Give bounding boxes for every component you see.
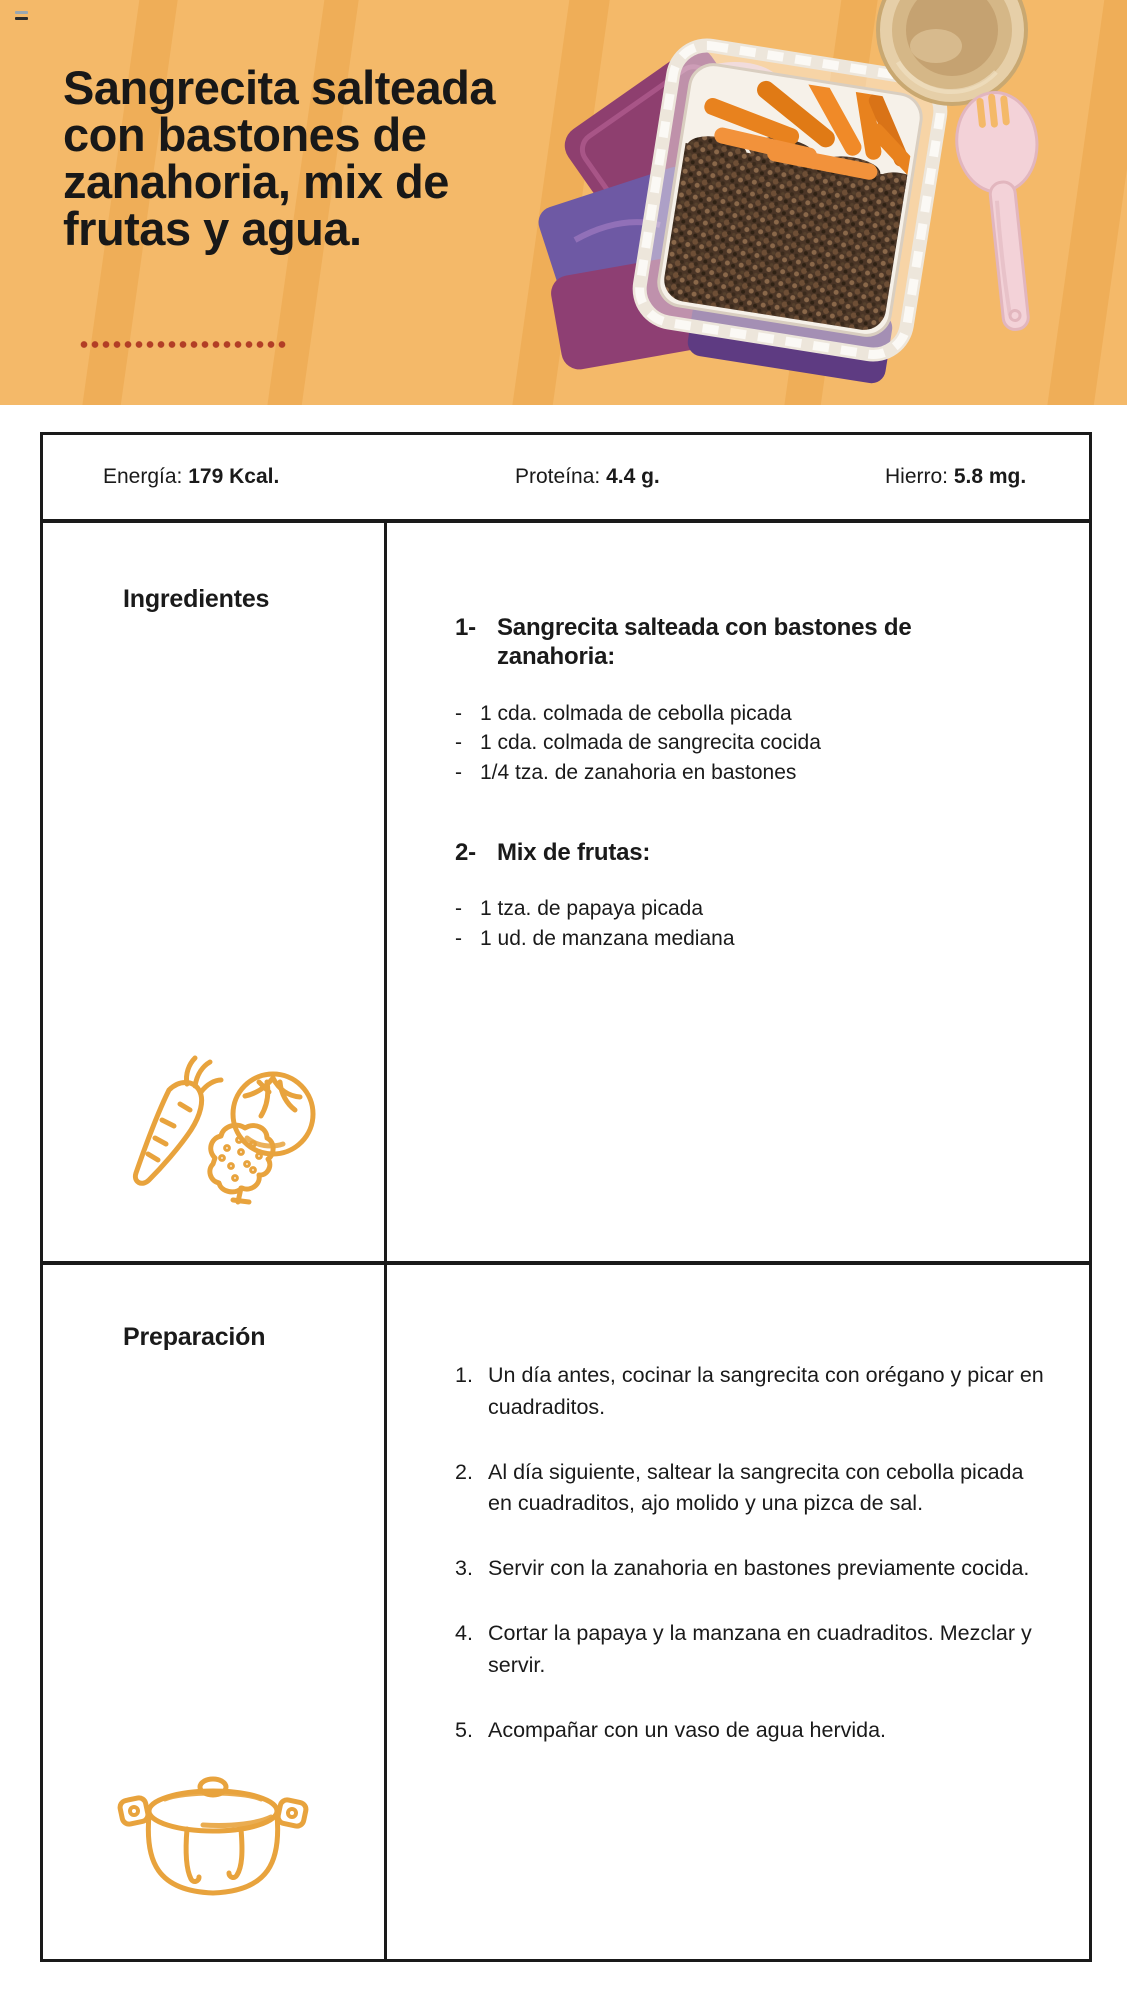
ingredient-item: - 1 tza. de papaya picada: [455, 897, 704, 921]
ingredient-item: - 1 cda. colmada de cebolla picada: [455, 701, 792, 725]
ingredients-section: [43, 523, 1089, 1265]
preparation-steps-cell: [387, 1265, 1089, 1959]
protein-label: Proteína:: [515, 465, 601, 488]
nutrition-bar: [43, 435, 1089, 523]
nutrition-item-energy: [103, 465, 515, 489]
ingredient-group-2-heading: [455, 838, 1049, 867]
preparation-header-cell: [43, 1265, 387, 1959]
iron-value: 5.8 mg.: [953, 465, 1027, 488]
group-1-number: 1-: [455, 614, 476, 641]
ingredients-header-cell: [43, 523, 387, 1261]
ingredient-item: - 1 ud. de manzana mediana: [455, 927, 735, 951]
group-2-number: 2-: [455, 838, 476, 866]
dotted-separator: [80, 340, 287, 349]
lunchbox-container: [635, 41, 945, 360]
ingredients-list-cell: [387, 523, 1089, 1261]
recipe-card: [40, 432, 1092, 1962]
page-title: [63, 61, 495, 255]
ingredient-item: - 1 cda. colmada de sangrecita cocida: [455, 731, 821, 755]
step-item: 5. Acompañar con un vaso de agua hervida.: [455, 1717, 887, 1742]
iron-label: Hierro:: [885, 465, 949, 488]
energy-label: Energía:: [103, 465, 183, 488]
spork: [952, 89, 1056, 334]
group-2-title: Mix de frutas:: [497, 838, 651, 866]
nutrition-item-iron: [885, 465, 1089, 489]
preparation-section: [43, 1265, 1089, 1959]
title-line-1: Sangrecita salteada: [63, 61, 495, 114]
step-item: 4. Cortar la papaya y la manzana en cuadraditos. Mezclar y servir.: [455, 1621, 1032, 1677]
banner: [0, 0, 1127, 405]
ingredient-group-1-items: [455, 699, 1049, 788]
protein-value: 4.4 g.: [606, 465, 660, 488]
title-line-3: zanahoria, mix de: [63, 155, 449, 208]
title-line-2: con bastones de: [63, 108, 427, 161]
step-item: 3. Servir con la zanahoria en bastones previamente cocida.: [455, 1556, 1030, 1581]
menu-icon[interactable]: [15, 11, 28, 20]
step-item: 1. Un día antes, cocinar la sangrecita con orégano y picar en cuadraditos.: [455, 1363, 1044, 1419]
carrot-icon: [135, 1058, 221, 1183]
pot-icon: [113, 1769, 313, 1909]
ingredients-title: Ingredientes: [123, 585, 270, 613]
nutrition-item-protein: [515, 465, 885, 489]
energy-value: 179 Kcal.: [188, 465, 280, 488]
step-item: 2. Al día siguiente, saltear la sangrecita con cebolla picada en cuadraditos, ajo molido y una pizca de sal.: [455, 1459, 1024, 1516]
ingredient-item: - 1/4 tza. de zanahoria en bastones: [455, 761, 797, 785]
vegetables-sketch: [107, 1042, 331, 1214]
preparation-title: Preparación: [123, 1323, 266, 1351]
ingredient-group-1-heading: [455, 613, 1049, 672]
title-line-4: frutas y agua.: [63, 202, 362, 255]
group-1-title: Sangrecita salteada con bastones de zanahoria:: [497, 614, 912, 671]
ingredient-group-2-items: [455, 894, 1049, 954]
